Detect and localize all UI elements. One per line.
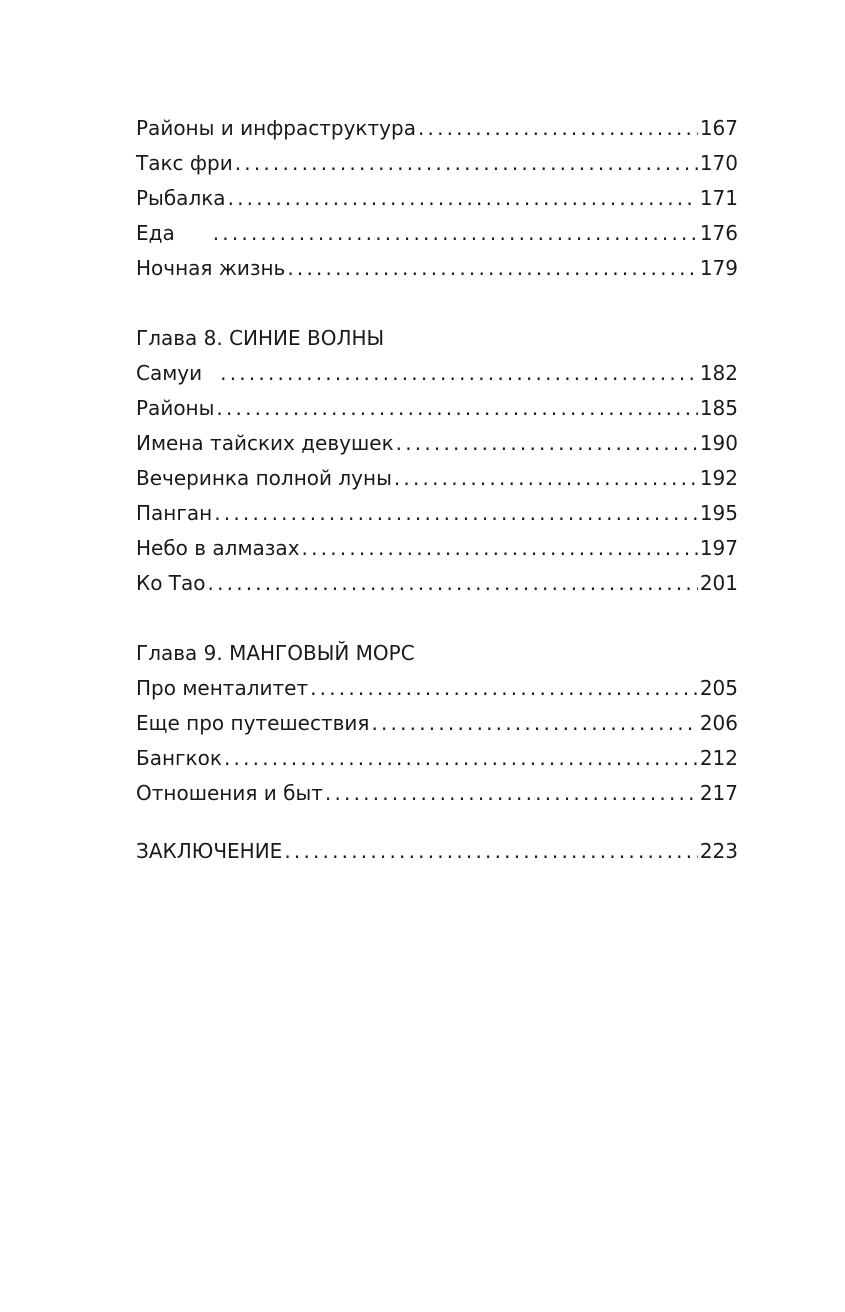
dot-leader — [220, 356, 698, 391]
toc-entry-title: Еда — [136, 221, 175, 245]
toc-entry-title: Ночная жизнь — [136, 256, 286, 280]
toc-entry-title: Самуи — [136, 361, 203, 385]
toc-entry-page: 206 — [699, 711, 738, 735]
toc-entry-page: 217 — [699, 781, 738, 805]
dot-leader — [325, 776, 698, 811]
toc-entry-page: 195 — [699, 501, 738, 525]
toc-entry[interactable] — [136, 531, 738, 566]
toc-entry[interactable] — [136, 671, 738, 706]
toc-entry-title: Имена тайских девушек — [136, 431, 394, 455]
toc-entry[interactable] — [136, 426, 738, 461]
dot-leader — [224, 741, 698, 776]
toc-entry[interactable] — [136, 496, 738, 531]
toc-entry-page: 205 — [699, 676, 738, 700]
toc-entry[interactable] — [136, 566, 738, 601]
toc-entry-title: Отношения и быт — [136, 781, 323, 805]
toc-entry[interactable] — [136, 741, 738, 776]
toc-entry[interactable] — [136, 776, 738, 811]
toc-entry-page: 176 — [699, 221, 738, 245]
chapter-heading[interactable]: Глава 9. МАНГОВЫЙ МОРС — [136, 641, 415, 665]
toc-section — [136, 636, 738, 811]
toc-entry-page: 197 — [699, 536, 738, 560]
toc-entry-page: 179 — [699, 256, 738, 280]
dot-leader — [213, 216, 698, 251]
section-spacer — [136, 811, 738, 834]
toc-entry-page: 212 — [699, 746, 738, 770]
dot-leader — [287, 251, 697, 286]
dot-leader — [208, 566, 698, 601]
toc-entry-page: 167 — [699, 116, 738, 140]
toc-entry-title: Районы и инфраструктура — [136, 116, 416, 140]
section-spacer — [136, 286, 738, 321]
toc-entry[interactable] — [136, 706, 738, 741]
toc-entry[interactable] — [136, 216, 738, 251]
toc-entry-title: Про менталитет — [136, 676, 309, 700]
toc-entry-title: Бангкок — [136, 746, 222, 770]
toc-entry[interactable] — [136, 461, 738, 496]
toc-entry-page: 192 — [699, 466, 738, 490]
dot-leader — [284, 834, 697, 869]
toc-entry-title: Районы — [136, 396, 215, 420]
toc-entry-title: Еще про путешествия — [136, 711, 370, 735]
toc-entry[interactable] — [136, 251, 738, 286]
dot-leader — [394, 461, 698, 496]
toc-entry-page: 185 — [699, 396, 738, 420]
toc-section — [136, 321, 738, 601]
chapter-heading[interactable]: Глава 8. СИНИЕ ВОЛНЫ — [136, 326, 385, 350]
toc-section — [136, 111, 738, 286]
toc-entry-title: Небо в алмазах — [136, 536, 300, 560]
toc-entry-title: Такс фри — [136, 151, 233, 175]
dot-leader — [310, 671, 698, 706]
toc-entry-page: 170 — [699, 151, 738, 175]
dot-leader — [418, 111, 698, 146]
dot-leader — [214, 496, 698, 531]
dot-leader — [302, 531, 698, 566]
toc-entry-page: 182 — [699, 361, 738, 385]
toc-entry-page: 190 — [699, 431, 738, 455]
table-of-contents — [136, 111, 738, 869]
dot-leader — [235, 146, 698, 181]
dot-leader — [216, 391, 697, 426]
toc-entry[interactable] — [136, 146, 738, 181]
section-spacer — [136, 601, 738, 636]
toc-entry[interactable] — [136, 181, 738, 216]
toc-entry-page: 171 — [699, 186, 738, 210]
toc-entry-page: 223 — [699, 839, 738, 863]
toc-entry[interactable] — [136, 111, 738, 146]
dot-leader — [396, 426, 698, 461]
toc-entry-conclusion[interactable] — [136, 834, 738, 869]
dot-leader — [371, 706, 697, 741]
toc-entry-title: ЗАКЛЮЧЕНИЕ — [136, 839, 283, 863]
toc-entry[interactable] — [136, 356, 738, 391]
toc-entry-title: Вечеринка полной луны — [136, 466, 392, 490]
toc-entry-page: 201 — [699, 571, 738, 595]
toc-entry[interactable] — [136, 391, 738, 426]
toc-entry-title: Ко Тао — [136, 571, 206, 595]
toc-entry-title: Панган — [136, 501, 213, 525]
dot-leader — [228, 181, 698, 216]
toc-entry-title: Рыбалка — [136, 186, 226, 210]
